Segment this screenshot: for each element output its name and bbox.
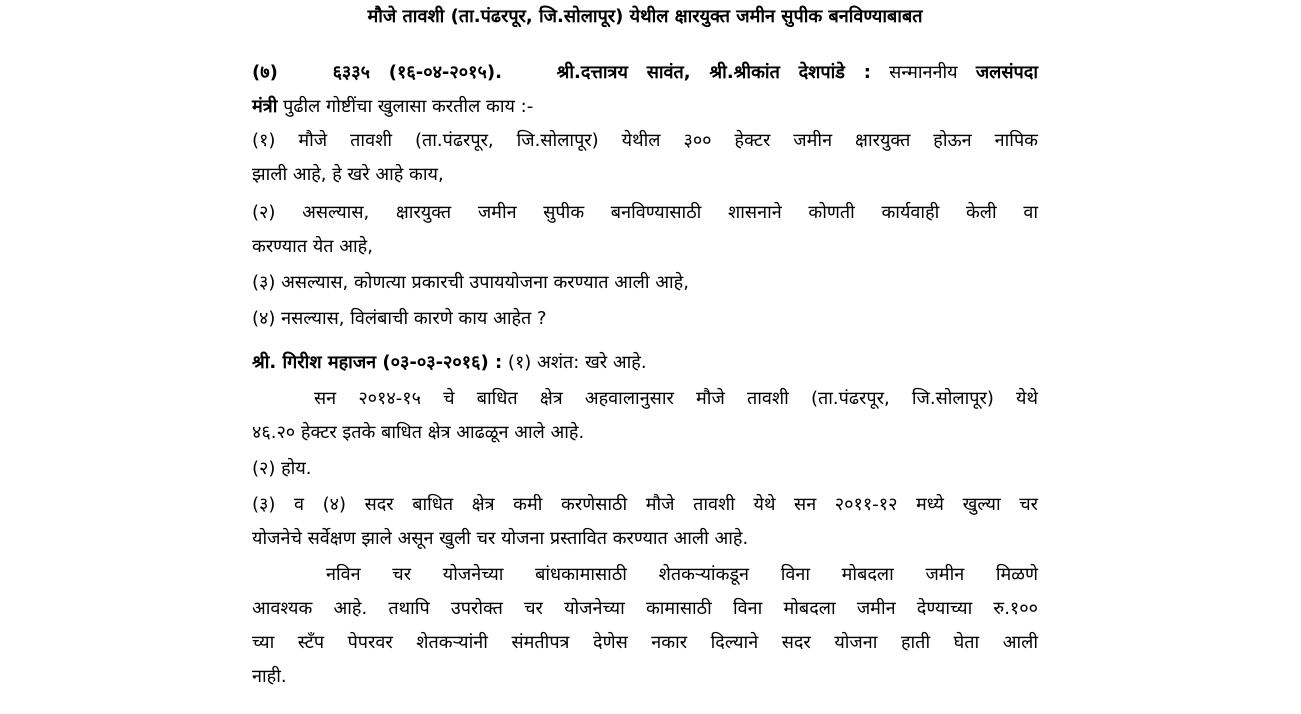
- answer-3: [252, 488, 1038, 556]
- answer-paragraph-1-line2: ४६.२० हेक्टर इतके बाधित क्षेत्र आढळून आले आहे.: [252, 422, 585, 443]
- question-number: (७): [252, 62, 278, 83]
- answer-speaker: श्री. गिरीश महाजन (०३-०३-२०१६) :: [252, 352, 503, 373]
- question-header-line: [252, 56, 1038, 90]
- question-item-4-line1: (४) नसल्यास, विलंबाची कारणे काय आहेत ?: [252, 308, 547, 329]
- answer-3-line1: (३) व (४) सदर बाधित क्षेत्र कमी करणेसाठी मौजे तावशी येथे सन २०११-१२ मध्ये खुल्या चर: [252, 494, 1038, 515]
- question-item-1-line2: झाली आहे, हे खरे आहे काय,: [252, 164, 444, 185]
- question-item-2-line2: करण्यात येत आहे,: [252, 236, 373, 257]
- answer-paragraph-2-line4: नाही.: [252, 666, 287, 687]
- question-item-1: [252, 124, 1038, 192]
- answer-header-line: [252, 346, 1038, 380]
- answer-paragraph-1-line1: सन २०१४-१५ चे बाधित क्षेत्र अहवालानुसार मौजे तावशी (ता.पंढरपूर, जि.सोलापूर) येथे: [314, 388, 1038, 409]
- question-item-2: [252, 196, 1038, 264]
- question-item-1-line1: (१) मौजे तावशी (ता.पंढरपूर, जि.सोलापूर) येथील ३०० हेक्टर जमीन क्षारयुक्त होऊन नापिक: [252, 130, 1038, 151]
- answer-2: [252, 452, 1038, 486]
- answer-2-line: (२) होय.: [252, 458, 312, 479]
- question-item-3-line1: (३) असल्यास, कोणत्या प्रकारची उपाययोजना करण्यात आली आहे,: [252, 272, 689, 293]
- question-minister-word2: मंत्री: [252, 96, 278, 117]
- answer-paragraph-2-line1: नविन चर योजनेच्या बांधकामासाठी शेतकऱ्यांकडून विना मोबदला जमीन मिळणे: [326, 564, 1038, 585]
- question-item-4: [252, 302, 1038, 336]
- question-members: श्री.दत्तात्रय सावंत, श्री.श्रीकांत देशपांडे :: [556, 62, 871, 83]
- question-item-3: [252, 266, 1038, 300]
- question-id: ६३३५ (१६-०४-२०१५).: [332, 62, 502, 83]
- document-title: मौजे तावशी (ता.पंढरपूर, जि.सोलापूर) येथील क्षारयुक्त जमीन सुपीक बनविण्याबाबत: [367, 6, 923, 27]
- answer-1: (१) अशंत: खरे आहे.: [507, 352, 647, 373]
- question-minister-word1: जलसंपदा: [975, 62, 1038, 83]
- question-intro-b: पुढील गोष्टींचा खुलासा करतील काय :-: [283, 96, 534, 117]
- answer-header: [252, 346, 1038, 380]
- answer-paragraph-2: [252, 558, 1038, 694]
- answer-paragraph-1: [252, 382, 1038, 450]
- question-intro-line: [252, 90, 1038, 124]
- question-item-2-line1: (२) असल्यास, क्षारयुक्त जमीन सुपीक बनविण्यासाठी शासनाने कोणती कार्यवाही केली वा: [252, 202, 1038, 223]
- answer-3-line2: योजनेचे सर्वेक्षण झाले असून खुली चर योजना प्रस्तावित करण्यात आली आहे.: [252, 528, 749, 549]
- answer-paragraph-2-line3: च्या स्टँप पेपरवर शेतकऱ्यांनी संमतीपत्र देणेस नकार दिल्याने सदर योजना हाती घेता आली: [252, 632, 1038, 653]
- answer-paragraph-2-line2: आवश्यक आहे. तथापि उपरोक्त चर योजनेच्या कामासाठी विना मोबदला जमीन देण्याच्या रु.१००: [252, 598, 1038, 619]
- question-intro-a: सन्माननीय: [889, 62, 958, 83]
- question-block: [252, 56, 1038, 124]
